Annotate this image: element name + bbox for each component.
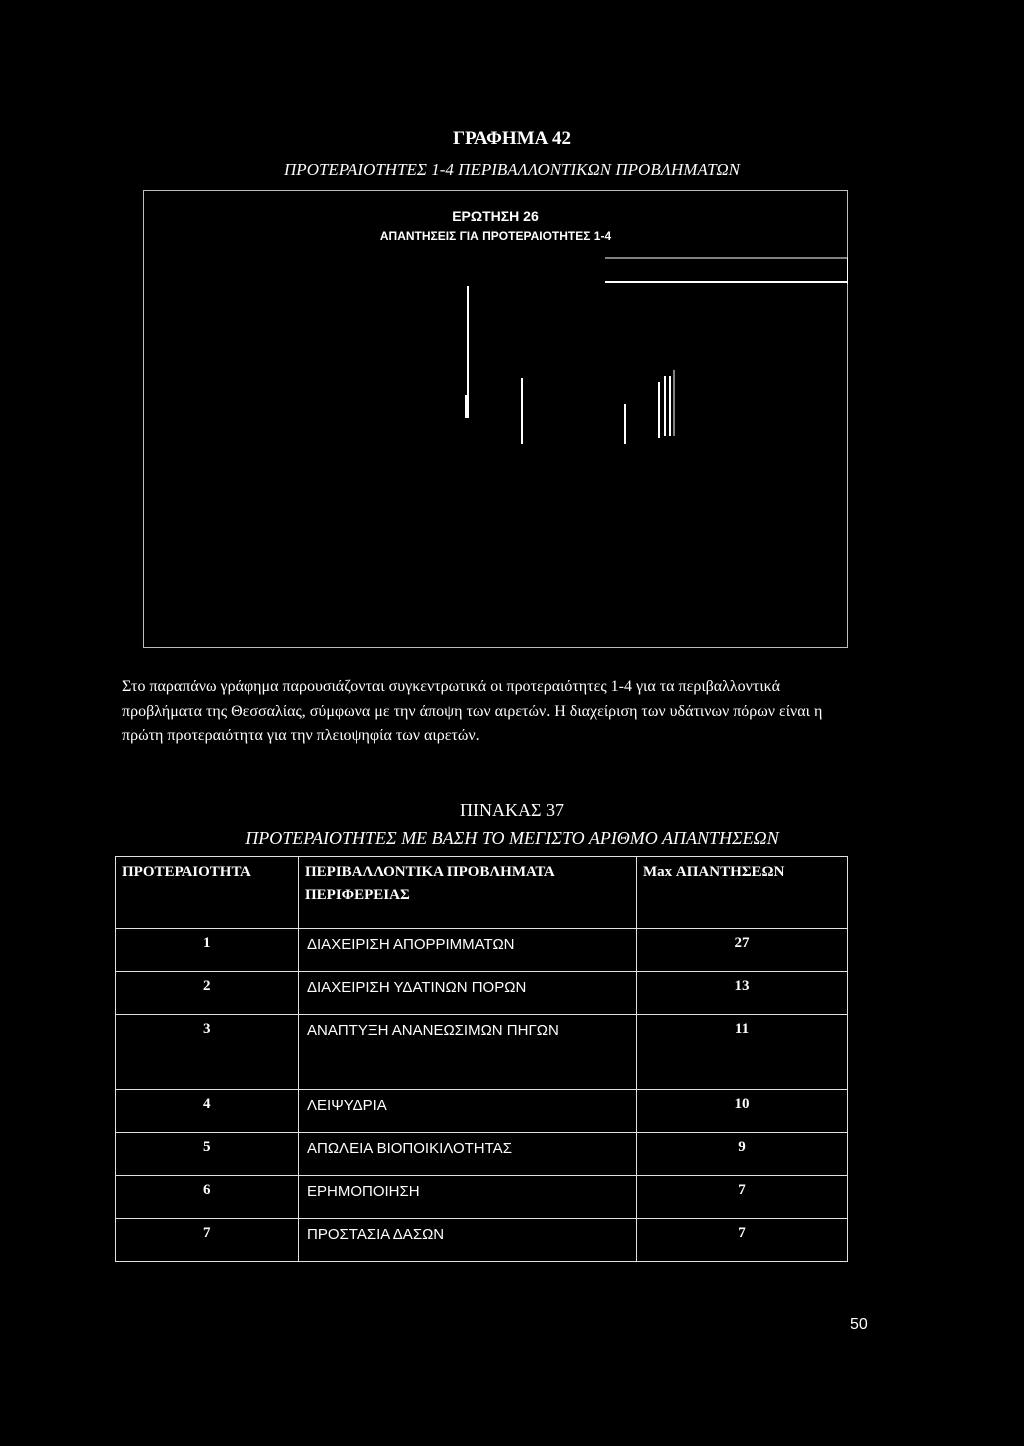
table-row [116, 1015, 848, 1090]
problem-cell: ΛΕΙΨΥΔΡΙΑ [299, 1090, 637, 1133]
count-cell: 7 [637, 1176, 848, 1219]
header-priority: ΠΡΟΤΕΡΑΙΟΤΗΤΑ [116, 857, 299, 929]
count-cell: 10 [637, 1090, 848, 1133]
graph-title: ΓΡΑΦΗΜΑ 42 [452, 128, 572, 149]
table-row [116, 1090, 848, 1133]
body-paragraph: Στο παραπάνω γράφημα παρουσιάζονται συγκεντρωτικά οι προτεραιότητες 1-4 για τα περιβαλλοντικά προβλήματα της Θεσσαλίας, σύμφωνα με την άποψη των αιρετών. Η διαχείριση των υδάτινων πόρων είναι η πρώτη προτεραιότητα για την πλειοψηφία των αιρετών. [122, 678, 823, 744]
header-max-responses: Max ΑΠΑΝΤΗΣΕΩΝ [637, 857, 848, 929]
table-header-row [116, 857, 848, 929]
rank-cell: 4 [116, 1090, 299, 1133]
header-problems: ΠΕΡΙΒΑΛΛΟΝΤΙΚΑ ΠΡΟΒΛΗΜΑΤΑ ΠΕΡΙΦΕΡΕΙΑΣ [299, 857, 637, 929]
problem-cell: ΕΡΗΜΟΠΟΙΗΣΗ [299, 1176, 637, 1219]
problem-cell: ΔΙΑΧΕΙΡΙΣΗ ΥΔΑΤΙΝΩΝ ΠΟΡΩΝ [299, 972, 637, 1015]
count-cell: 7 [637, 1219, 848, 1262]
chart-title: ΕΡΩΤΗΣΗ 26 [452, 208, 539, 224]
table-title: ΠΙΝΑΚΑΣ 37 [460, 800, 564, 820]
page-number: 50 [850, 1316, 868, 1333]
table-row [116, 1219, 848, 1262]
count-cell: 11 [637, 1015, 848, 1090]
table-subtitle: ΠΡΟΤΕΡΑΙΟΤΗΤΕΣ ΜΕ ΒΑΣΗ ΤΟ ΜΕΓΙΣΤΟ ΑΡΙΘΜΟ ΑΠΑΝΤΗΣΕΩΝ [245, 828, 779, 848]
chart-artifact-lines [143, 190, 848, 648]
rank-cell: 3 [116, 1015, 299, 1090]
count-cell: 9 [637, 1133, 848, 1176]
rank-cell: 2 [116, 972, 299, 1015]
rank-cell: 5 [116, 1133, 299, 1176]
table-row [116, 929, 848, 972]
table-row [116, 972, 848, 1015]
chart-subtitle: ΑΠΑΝΤΗΣΕΙΣ ΓΙΑ ΠΡΟΤΕΡΑΙΟΤΗΤΕΣ 1-4 [379, 229, 612, 243]
rank-cell: 1 [116, 929, 299, 972]
table-row [116, 1176, 848, 1219]
table-row [116, 1133, 848, 1176]
rank-cell: 6 [116, 1176, 299, 1219]
problem-cell: ΔΙΑΧΕΙΡΙΣΗ ΑΠΟΡΡΙΜΜΑΤΩΝ [299, 929, 637, 972]
count-cell: 13 [637, 972, 848, 1015]
graph-subtitle: ΠΡΟΤΕΡΑΙΟΤΗΤΕΣ 1-4 ΠΕΡΙΒΑΛΛΟΝΤΙΚΩΝ ΠΡΟΒΛΗΜΑΤΩΝ [284, 160, 740, 179]
rank-cell: 7 [116, 1219, 299, 1262]
problem-cell: ΑΝΑΠΤΥΞΗ ΑΝΑΝΕΩΣΙΜΩΝ ΠΗΓΩΝ [299, 1015, 637, 1090]
count-cell: 27 [637, 929, 848, 972]
problem-cell: ΑΠΩΛΕΙΑ ΒΙΟΠΟΙΚΙΛΟΤΗΤΑΣ [299, 1133, 637, 1176]
priority-table [115, 856, 848, 1262]
problem-cell: ΠΡΟΣΤΑΣΙΑ ΔΑΣΩΝ [299, 1219, 637, 1262]
